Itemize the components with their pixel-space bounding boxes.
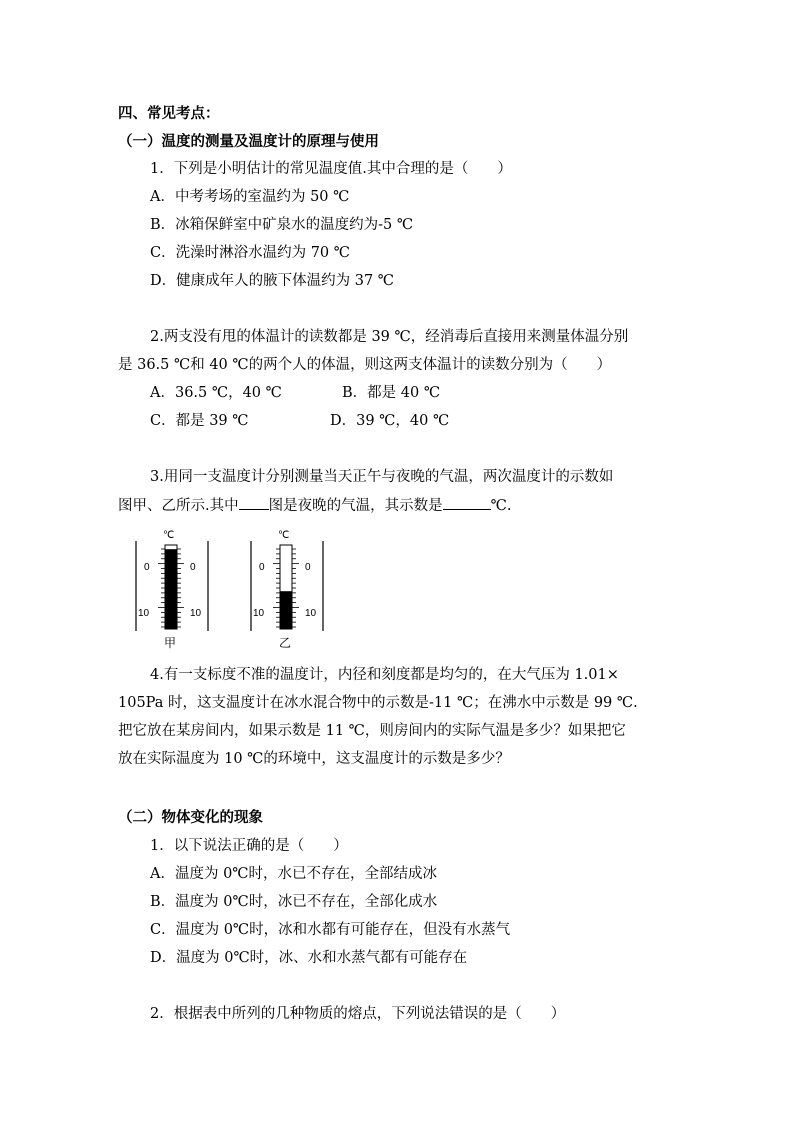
q5-option-b: B．温度为 0℃时，冰已不存在，全部化成水 <box>150 894 438 910</box>
thermometer-jia-mercury <box>165 549 177 629</box>
q1-option-a: A．中考考场的室温约为 50 ℃ <box>150 189 350 205</box>
thermometer-yi-tick-0-left: 0 <box>259 562 265 573</box>
thermometer-yi-mercury <box>280 591 292 629</box>
answer-blank-1 <box>239 495 269 510</box>
q2-option-b: B．都是 40 ℃ <box>342 385 441 401</box>
q2-option-a: A．36.5 ℃，40 ℃ <box>150 385 282 401</box>
q3-line-2 <box>118 495 511 516</box>
q2-line-1: 2.两支没有甩的体温计的读数都是 39 ℃，经消毒后直接用来测量体温分别 <box>150 329 629 345</box>
q4-line-3: 把它放在某房间内，如果示数是 11 ℃，则房间内的实际气温是多少？如果把它 <box>118 723 626 739</box>
thermometer-jia-unit: ℃ <box>163 530 175 541</box>
q5-stem: 1．以下说法正确的是（ ） <box>150 838 348 854</box>
subsection-title-2: （二）物体变化的现象 <box>118 809 263 826</box>
q6-stem: 2．根据表中所列的几种物质的熔点，下列说法错误的是（ ） <box>150 1006 566 1022</box>
q2-option-c: C．都是 39 ℃ <box>150 413 249 429</box>
q4-line-2: 105Pa 时，这支温度计在冰水混合物中的示数是-11 ℃；在沸水中示数是 99 ℃. <box>118 695 638 711</box>
q4-line-1: 4.有一支标度不准的温度计，内径和刻度都是均匀的，在大气压为 1.01× <box>150 667 619 683</box>
thermometer-jia-tick-10-left: 10 <box>138 608 150 619</box>
thermometer-yi-tick-10-right: 10 <box>305 608 317 619</box>
thermometer-yi-tick-10-left: 10 <box>253 608 265 619</box>
q3-line-1: 3.用同一支温度计分别测量当天正午与夜晚的气温，两次温度计的示数如 <box>150 469 614 485</box>
thermometer-jia-tick-0-right: 0 <box>190 562 196 573</box>
q3-line-2-part-b: 图是夜晚的气温，其示数是 <box>268 498 443 514</box>
q4-line-4: 放在实际温度为 10 ℃的环境中，这支温度计的示数是多少？ <box>118 751 510 767</box>
thermometer-yi-tick-0-right: 0 <box>305 562 311 573</box>
q5-option-c: C．温度为 0℃时，冰和水都有可能存在，但没有水蒸气 <box>150 922 511 938</box>
q5-option-a: A．温度为 0℃时，水已不存在，全部结成冰 <box>150 866 438 882</box>
section-title: 四、常见考点： <box>118 105 220 122</box>
thermometer-jia-tick-10-right: 10 <box>190 608 202 619</box>
thermometer-yi-label: 乙 <box>279 636 292 650</box>
thermometer-yi-unit: ℃ <box>278 530 290 541</box>
q2-line-2: 是 36.5 ℃和 40 ℃的两个人的体温，则这两支体温计的读数分别为（ ） <box>118 357 612 373</box>
q1-option-b: B．冰箱保鲜室中矿泉水的温度约为-5 ℃ <box>150 217 414 233</box>
q1-stem: 1．下列是小明估计的常见温度值.其中合理的是（ ） <box>150 161 512 177</box>
q5-option-d: D．温度为 0℃时，冰、水和水蒸气都有可能存在 <box>150 950 468 966</box>
q1-option-c: C．洗澡时淋浴水温约为 70 ℃ <box>150 245 350 261</box>
q3-line-2-part-c: ℃. <box>490 498 512 514</box>
q3-line-2-part-a: 图甲、乙所示.其中 <box>118 498 239 514</box>
thermometer-jia-tick-0-left: 0 <box>144 562 150 573</box>
q2-option-d: D．39 ℃，40 ℃ <box>330 413 450 429</box>
answer-blank-2 <box>443 495 491 510</box>
subsection-title-1: （一）温度的测量及温度计的原理与使用 <box>118 133 379 150</box>
thermometer-jia-label: 甲 <box>164 636 177 650</box>
q1-option-d: D．健康成年人的腋下体温约为 37 ℃ <box>150 273 395 289</box>
thermometer-jia <box>130 527 212 651</box>
thermometer-yi <box>245 527 327 651</box>
